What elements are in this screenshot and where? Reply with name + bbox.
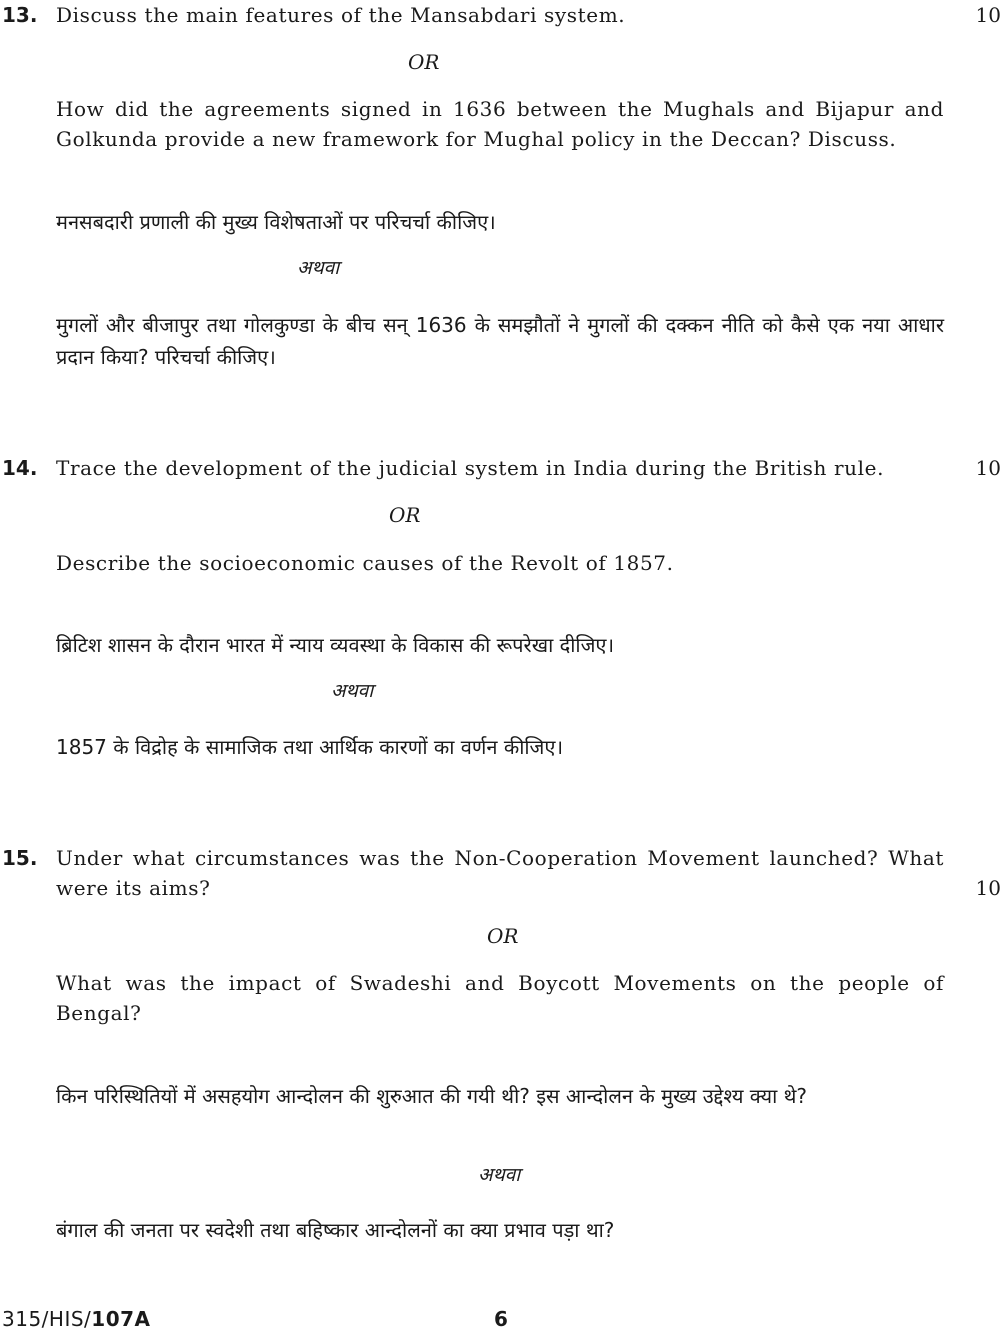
question-text: Trace the development of the judicial system in India during the British rule. (56, 456, 885, 480)
question-alt-text: How did the agreements signed in 1636 between the Mughals and Bijapur and Golkunda provide a new framework for Mughal policy in the Deccan? Discuss. (56, 97, 944, 151)
question-text: Discuss the main features of the Mansabdari system. (56, 3, 626, 27)
page-number: 6 (494, 1307, 508, 1331)
question-alt-text: Describe the socioeconomic causes of the Revolt of 1857. (56, 551, 674, 575)
question-hindi-text: किन परिस्थितियों में असहयोग आन्दोलन की शुरुआत की गयी थी? इस आन्दोलन के मुख्य उद्देश्य क्या थे? (56, 1084, 808, 1108)
paper-code (2, 1306, 151, 1332)
question-number: 13. (2, 3, 38, 27)
question-hindi-text: ब्रिटिश शासन के दौरान भारत में न्याय व्यवस्था के विकास की रूपरेखा दीजिए। (56, 633, 615, 657)
athva-separator: अथवा (297, 257, 340, 279)
question-alt-text: What was the impact of Swadeshi and Boycott Movements on the people of Bengal? (56, 971, 944, 1025)
or-separator: OR (408, 50, 440, 74)
or-separator: OR (389, 503, 421, 527)
question-text: Under what circumstances was the Non-Cooperation Movement launched? What were its aims? (56, 846, 944, 900)
question-number: 15. (2, 846, 38, 870)
question-marks: 10 (975, 3, 1001, 27)
paper-code-set: 107A (91, 1307, 151, 1331)
athva-separator: अथवा (478, 1164, 521, 1186)
or-separator: OR (487, 924, 519, 948)
question-marks: 10 (975, 876, 1001, 900)
question-marks: 10 (975, 456, 1001, 480)
athva-separator: अथवा (331, 680, 374, 702)
question-number: 14. (2, 456, 38, 480)
question-hindi-alt-text: बंगाल की जनता पर स्वदेशी तथा बहिष्कार आन्दोलनों का क्या प्रभाव पड़ा था? (56, 1218, 615, 1242)
paper-code-prefix: 315/HIS/ (2, 1307, 92, 1331)
question-hindi-alt-text: 1857 के विद्रोह के सामाजिक तथा आर्थिक कारणों का वर्णन कीजिए। (56, 735, 564, 759)
question-hindi-alt-text: मुगलों और बीजापुर तथा गोलकुण्डा के बीच सन् 1636 के समझौतों ने मुगलों की दक्कन नीति को कैसे एक नया आधार प्रदान किया? परिचर्चा कीजिए। (56, 313, 944, 369)
question-hindi-text: मनसबदारी प्रणाली की मुख्य विशेषताओं पर परिचर्चा कीजिए। (56, 210, 496, 234)
